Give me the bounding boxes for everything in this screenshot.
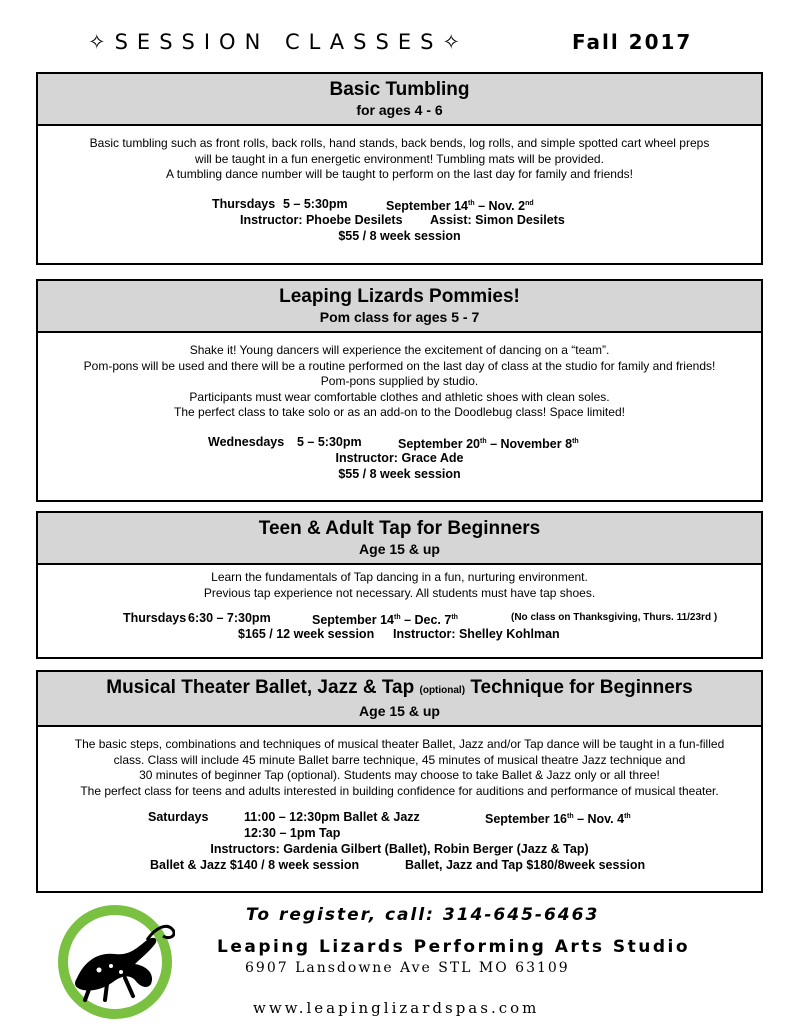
class-price: $165 / 12 week session [238, 627, 375, 641]
class-description [38, 565, 761, 601]
class-assistant: Assist: Simon Desilets [430, 212, 565, 227]
class-price: $55 / 8 week session [338, 228, 461, 243]
term-label: Fall 2017 [572, 30, 693, 54]
class-title-part: Technique for Beginners [470, 677, 693, 698]
class-title-part: Musical Theater Ballet, Jazz & Tap [106, 677, 415, 698]
class-instructor: Instructor: Grace Ade [335, 450, 464, 465]
class-details [38, 610, 761, 642]
class-title [38, 672, 761, 702]
class-description [38, 333, 761, 421]
class-card-musical-theater [36, 670, 763, 893]
studio-address: 6907 Lansdowne Ave STL MO 63109 [245, 960, 570, 976]
class-subtitle: Age 15 & up [359, 703, 440, 719]
class-time: 12:30 – 1pm Tap [244, 826, 341, 840]
class-time: 11:00 – 12:30pm Ballet & Jazz [244, 810, 420, 824]
description-line: Pom-pons supplied by studio. [320, 374, 479, 388]
description-line: Previous tap experience not necessary. All students must have tap shoes. [203, 585, 596, 600]
class-title-bar [36, 511, 763, 565]
description-line: 30 minutes of beginner Tap (optional). Students may choose to take Ballet & Jazz only or all three! [139, 768, 660, 782]
class-description [38, 727, 761, 799]
class-card-teen-adult-tap [36, 511, 763, 659]
description-line: The basic steps, combinations and techniques of musical theater Ballet, Jazz and/or Tap dance will be taught in a fun-filled [74, 737, 725, 751]
class-price: Ballet & Jazz $140 / 8 week session [150, 858, 360, 872]
description-line: The perfect class for teens and adults interested in building confidence for auditions and performance of musical theater. [80, 783, 719, 798]
class-dates: September 14th – Nov. 2nd [386, 198, 534, 213]
description-line: Learn the fundamentals of Tap dancing in a fun, nurturing environment. [211, 570, 588, 584]
class-title: Leaping Lizards Pommies! [279, 286, 520, 307]
class-details [38, 809, 761, 873]
class-details [38, 434, 761, 482]
class-day: Saturdays [148, 810, 209, 824]
class-subtitle: Pom class for ages 5 - 7 [319, 309, 480, 325]
class-time: 5 – 5:30pm [297, 434, 362, 449]
class-day: Wednesdays [208, 434, 285, 449]
description-line: Basic tumbling such as front rolls, back rolls, hand stands, back bends, log rolls, and simple spotted cart wheel preps [89, 136, 710, 150]
class-time: 5 – 5:30pm [283, 196, 348, 211]
class-dates: September 14th – Dec. 7th [312, 613, 458, 627]
class-instructor: Instructor: Phoebe Desilets [240, 212, 403, 227]
class-title: Basic Tumbling [329, 79, 470, 100]
class-subtitle: Age 15 & up [359, 541, 440, 557]
leaping-lizards-logo [55, 900, 175, 1020]
class-card-pommies [36, 279, 763, 502]
class-title-bar [36, 670, 763, 727]
page-header [0, 30, 800, 60]
class-day: Thursdays [212, 196, 276, 211]
class-title-optional: (optional) [419, 685, 466, 696]
studio-name: Leaping Lizards Performing Arts Studio [217, 937, 691, 957]
class-title-bar [36, 279, 763, 333]
description-line: A tumbling dance number will be taught to perform on the last day for family and friends! [166, 167, 633, 181]
description-line: The perfect class to take solo or as an add-on to the Doodlebug class! Space limited! [174, 405, 625, 419]
description-line: Pom-pons will be used and there will be a routine performed on the last day of class at the studio for family and friends! [83, 358, 716, 373]
class-instructors: Instructors: Gardenia Gilbert (Ballet), Robin Berger (Jazz & Tap) [210, 842, 589, 856]
description-line: will be taught in a fun energetic environment! Tumbling mats will be provided. [195, 151, 604, 166]
class-subtitle: for ages 4 - 6 [356, 102, 443, 118]
class-time: 6:30 – 7:30pm [188, 611, 271, 625]
class-dates: September 16th – Nov. 4th [485, 812, 631, 826]
class-card-basic-tumbling [36, 72, 763, 265]
class-note: (No class on Thanksgiving, Thurs. 11/23rd ) [511, 612, 718, 623]
class-price: $55 / 8 week session [338, 466, 461, 481]
class-title: Teen & Adult Tap for Beginners [258, 518, 541, 539]
class-price: Ballet, Jazz and Tap $180/8week session [405, 858, 646, 872]
class-day: Thursdays [123, 611, 187, 625]
description-line: Participants must wear comfortable clothes and athletic shoes with clean soles. [189, 389, 610, 404]
class-dates: September 20th – November 8th [398, 436, 579, 451]
session-classes-heading: ✧SESSION CLASSES✧ [88, 30, 470, 54]
class-title-bar [36, 72, 763, 126]
class-details [38, 196, 761, 244]
website-link[interactable]: www.leapinglizardspas.com [253, 999, 540, 1017]
register-phone: To register, call: 314-645-6463 [246, 905, 600, 925]
description-line: class. Class will include 45 minute Ballet barre technique, 45 minutes of musical theatre Jazz technique and [113, 752, 686, 767]
class-description [38, 126, 761, 183]
description-line: Shake it! Young dancers will experience the excitement of dancing on a “team”. [189, 343, 610, 357]
class-instructor: Instructor: Shelley Kohlman [393, 627, 560, 641]
